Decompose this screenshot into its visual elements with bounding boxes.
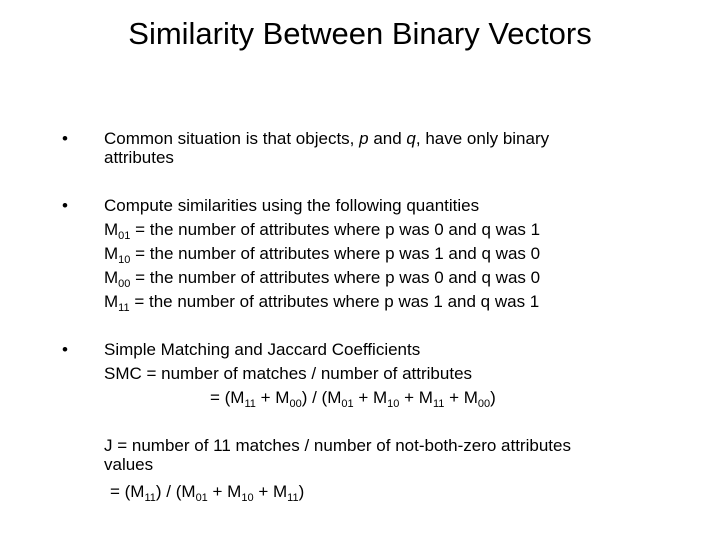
formula-text: + M xyxy=(399,388,433,407)
m-subscript: 11 xyxy=(144,492,156,504)
m-subscript: 00 xyxy=(118,278,131,290)
bullet-1-text: , have only binary xyxy=(415,129,550,148)
bullet-1-line-2: attributes xyxy=(104,148,174,167)
formula-text: ) xyxy=(490,388,496,407)
bullet-2-intro: Compute similarities using the following quantities xyxy=(104,196,480,215)
m-symbol: M xyxy=(104,292,119,311)
slide-title: Similarity Between Binary Vectors xyxy=(128,16,592,51)
formula-text: ) xyxy=(298,482,305,501)
definition-text: = the number of attributes where p was 1 and q was 1 xyxy=(129,292,540,311)
smc-formula xyxy=(210,387,496,409)
m-subscript: 01 xyxy=(195,492,208,504)
m-subscript: 10 xyxy=(241,492,254,504)
m-subscript: 11 xyxy=(118,302,130,314)
m-subscript: 01 xyxy=(341,398,354,410)
bullet-3-marker: • xyxy=(62,340,68,359)
m-subscript: 01 xyxy=(118,230,131,242)
m-subscript: 11 xyxy=(287,492,299,504)
formula-text: ) / (M xyxy=(301,388,342,407)
formula-text: + M xyxy=(253,482,288,501)
jaccard-definition-line-2: values xyxy=(104,455,154,474)
definition-text: = the number of attributes where p was 0 and q was 1 xyxy=(130,220,541,239)
formula-text: = (M xyxy=(110,482,145,501)
m-subscript: 00 xyxy=(289,398,302,410)
formula-text: + M xyxy=(444,388,478,407)
bullet-3-heading: Simple Matching and Jaccard Coefficients xyxy=(104,340,421,359)
formula-text: ) / (M xyxy=(155,482,196,501)
m-subscript: 00 xyxy=(477,398,491,410)
bullet-1-text: and xyxy=(368,129,407,148)
m01-definition xyxy=(104,219,540,241)
m-subscript: 10 xyxy=(387,398,400,410)
m-symbol: M xyxy=(104,244,119,263)
smc-definition: SMC = number of matches / number of attributes xyxy=(104,364,473,383)
m-symbol: M xyxy=(104,268,119,287)
m-subscript: 11 xyxy=(244,398,256,410)
bullet-1-marker: • xyxy=(62,129,68,148)
definition-text: = the number of attributes where p was 0 and q was 0 xyxy=(130,268,541,287)
m11-definition xyxy=(104,291,539,313)
m-subscript: 11 xyxy=(432,398,445,410)
definition-text: = the number of attributes where p was 1 and q was 0 xyxy=(130,244,541,263)
bullet-2-marker: • xyxy=(62,196,68,215)
formula-text: + M xyxy=(207,482,242,501)
formula-text: + M xyxy=(353,388,388,407)
m-subscript: 10 xyxy=(118,254,131,266)
m00-definition xyxy=(104,267,540,289)
m10-definition xyxy=(104,243,540,265)
jaccard-formula xyxy=(110,481,304,503)
formula-text: + M xyxy=(255,388,290,407)
var-p: p xyxy=(359,129,369,148)
jaccard-definition-line-1: J = number of 11 matches / number of not-both-zero attributes xyxy=(104,436,571,455)
var-q: q xyxy=(406,129,416,148)
m-symbol: M xyxy=(104,220,119,239)
formula-text: = (M xyxy=(210,388,245,407)
bullet-1-text: Common situation is that objects, xyxy=(104,129,360,148)
